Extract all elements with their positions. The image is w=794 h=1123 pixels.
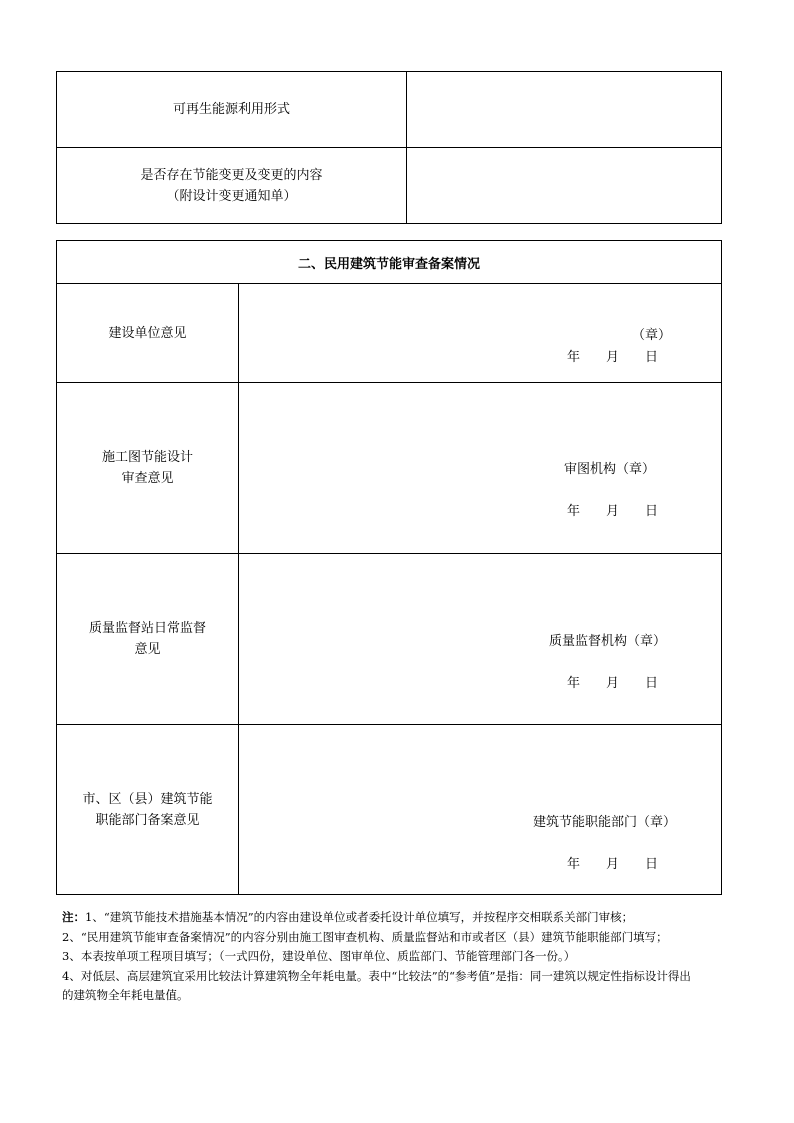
table-row bbox=[57, 725, 722, 895]
label-line: 建设单位意见 bbox=[108, 325, 187, 341]
note-line: 3、本表按单项工程项目填写；（一式四份，建设单位、图审单位、质监部门、节能管理部门各一份。） bbox=[62, 949, 576, 963]
label-line: 可再生能源利用形式 bbox=[172, 102, 290, 117]
row-label-energy-department bbox=[57, 725, 239, 895]
label-line: （附设计变更通知单） bbox=[166, 188, 297, 204]
date-label: 年 月 日 bbox=[567, 350, 659, 365]
value-cell-renewable-energy[interactable] bbox=[407, 72, 722, 148]
row-label-drawing-review bbox=[57, 383, 239, 554]
table-row bbox=[57, 148, 722, 224]
label-line: 市、区（县）建筑节能 bbox=[82, 791, 213, 807]
stamp-label: （章） bbox=[632, 328, 672, 343]
stamp-label: 质量监督机构（章） bbox=[549, 634, 667, 649]
notes-prefix: 注： bbox=[62, 910, 85, 924]
stamp-label: 审图机构（章） bbox=[564, 462, 656, 477]
date-label: 年 月 日 bbox=[567, 857, 659, 872]
renewable-energy-table bbox=[56, 71, 722, 224]
label-line: 质量监督站日常监督 bbox=[88, 621, 206, 636]
stamp-label: 建筑节能职能部门（章） bbox=[533, 815, 677, 830]
note-line: 注：1、“建筑节能技术措施基本情况”的内容由建设单位或者委托设计单位填写，并按程序交相联系关部门审核； bbox=[62, 910, 634, 924]
note-line: 2、“民用建筑节能审查备案情况”的内容分别由施工图审查机构、质量监督站和市或者区（县）建筑节能职能部门填写； bbox=[62, 929, 668, 944]
label-line: 职能部门备案意见 bbox=[95, 812, 200, 828]
table-row bbox=[57, 554, 722, 725]
row-label-energy-change bbox=[57, 148, 407, 224]
note-line: 4、对低层、高层建筑宜采用比较法计算建筑物全年耗电量。表中“比较法”的“参考值”是指：同一建筑以规定性指标设计得出的建筑物全年耗电量值。 bbox=[62, 968, 691, 1002]
table-row bbox=[57, 383, 722, 554]
label-line: 施工图节能设计 bbox=[101, 450, 193, 465]
table-row bbox=[57, 72, 722, 148]
row-label-builder-opinion bbox=[57, 284, 239, 383]
date-label: 年 月 日 bbox=[567, 504, 659, 519]
section-title: 二、民用建筑节能审查备案情况 bbox=[57, 241, 722, 284]
row-label-renewable-energy bbox=[57, 72, 407, 148]
label-line: 是否存在节能变更及变更的内容 bbox=[140, 167, 323, 183]
signature-cell-builder[interactable] bbox=[239, 284, 722, 383]
label-line: 意见 bbox=[134, 642, 161, 657]
row-label-quality-supervision bbox=[57, 554, 239, 725]
label-line: 审查意见 bbox=[121, 471, 174, 486]
table-row bbox=[57, 284, 722, 383]
signature-cell-drawing-review[interactable] bbox=[239, 383, 722, 554]
signature-cell-quality-supervision[interactable] bbox=[239, 554, 722, 725]
notes bbox=[62, 908, 702, 1006]
date-label: 年 月 日 bbox=[567, 676, 659, 691]
filing-review-table bbox=[56, 240, 722, 895]
signature-cell-energy-department[interactable] bbox=[239, 725, 722, 895]
value-cell-energy-change[interactable] bbox=[407, 148, 722, 224]
